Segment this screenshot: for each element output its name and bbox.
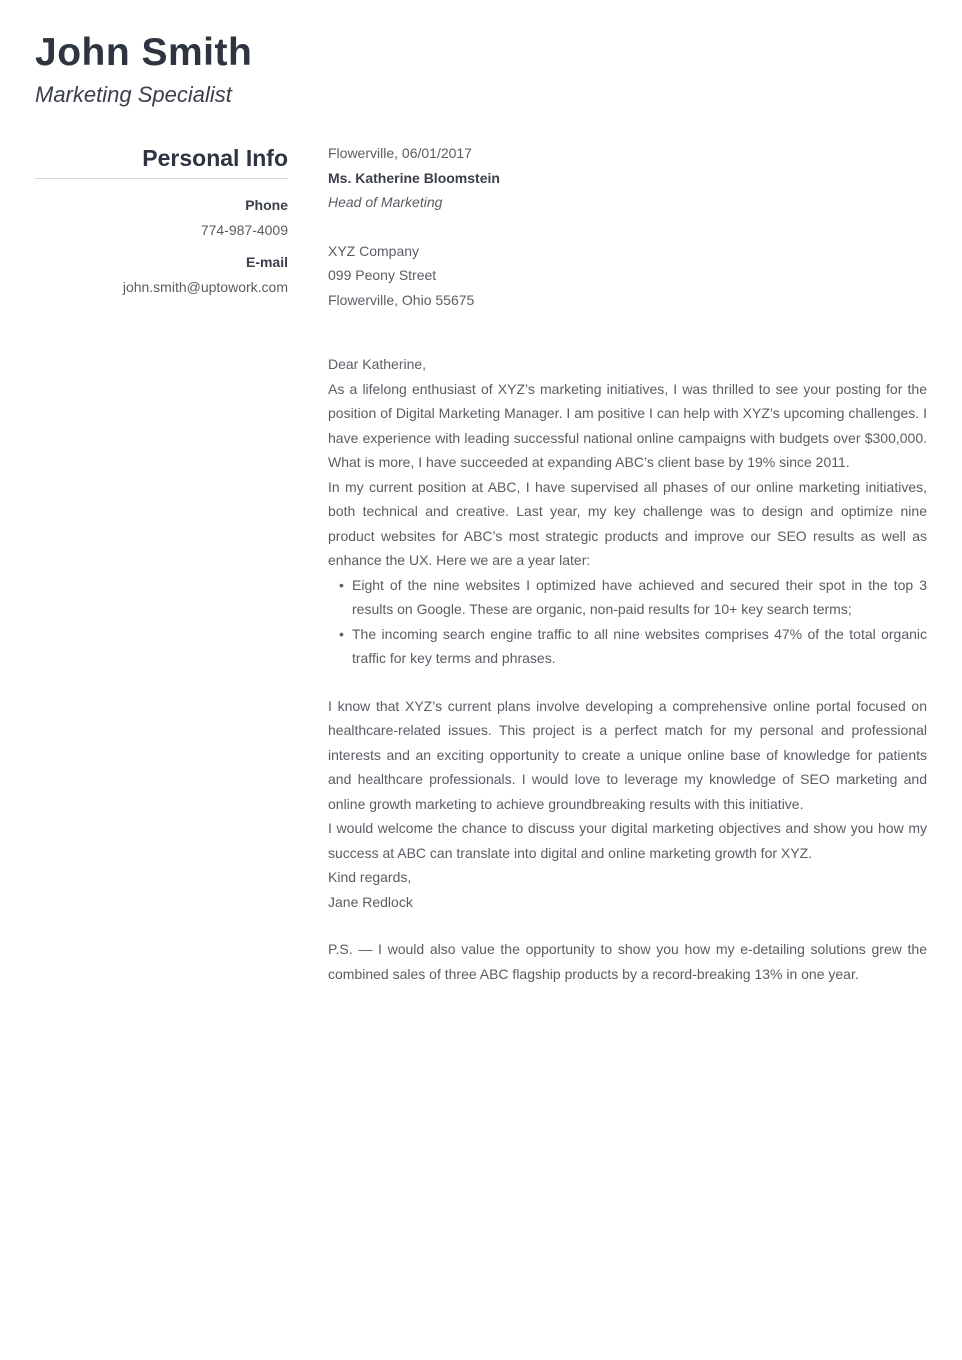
phone-value: 774-987-4009 — [200, 221, 288, 238]
phone-label: Phone — [245, 197, 288, 213]
recipient-name: Ms. Katherine Bloomstein — [328, 169, 500, 186]
personal-info-sidebar — [35, 141, 288, 986]
company-name: XYZ Company — [328, 242, 420, 259]
address-line-2: Flowerville, Ohio 55675 — [328, 291, 475, 308]
applicant-job-title: Marketing Specialist — [35, 82, 232, 107]
personal-info-heading: Personal Info — [35, 144, 288, 179]
content-columns — [35, 141, 927, 986]
email-field — [35, 250, 288, 299]
achievement-item-1: • Eight of the nine websites I optimized have achieved and secured their spot in the top 3 results on Google. These are organic, non-paid results for 10+ key search terms; — [352, 573, 927, 622]
postscript: P.S. — I would also value the opportunity to show you how my e-detailing solutions grew the combined sales of three ABC flagship products by a record-breaking 13% in one year. — [328, 941, 927, 982]
email-label: E-mail — [245, 254, 288, 270]
letter-body — [328, 141, 927, 986]
paragraph-intro: As a lifelong enthusiast of XYZ’s marketing initiatives, I was thrilled to see your posting for the position of Digital Marketing Manager. I am positive I can help with XYZ’s upcoming challenges. I have experience with leading successful national online campaigns with budgets over $300,000. What is more, I have succeeded at expanding ABC’s client base by 19% since 2011. — [328, 380, 927, 470]
header — [35, 30, 927, 109]
date-line: Flowerville, 06/01/2017 — [328, 145, 472, 161]
address-line-1: 099 Peony Street — [328, 267, 437, 283]
achievements-list — [328, 573, 927, 671]
salutation: Dear Katherine, — [328, 356, 427, 372]
closing-block — [328, 865, 927, 914]
closing-phrase: Kind regards, — [328, 869, 412, 885]
paragraph-call-to-action: I would welcome the chance to discuss your digital marketing objectives and show you how my success at ABC can translate into digital and online marketing growth for XYZ. — [328, 820, 927, 861]
applicant-name: John Smith — [35, 31, 253, 74]
signature-name: Jane Redlock — [328, 893, 413, 910]
recipient-title: Head of Marketing — [328, 194, 443, 210]
paragraph-current-role: In my current position at ABC, I have supervised all phases of our online marketing initiatives, both technical and creative. Last year, my key challenge was to design and optimize nine product websites for ABC’s most strategic products and improve our SEO results as well as enhance the UX. Here we are a year later: — [328, 478, 927, 568]
phone-field — [35, 193, 288, 242]
email-value: john.smith@uptowork.com — [122, 278, 288, 295]
achievement-item-2: • The incoming search engine traffic to all nine websites comprises 47% of the total organic traffic for key terms and phrases. — [352, 622, 927, 671]
address-block — [328, 239, 927, 313]
recipient-block — [328, 166, 927, 215]
paragraph-company-plans: I know that XYZ’s current plans involve developing a comprehensive online portal focused on healthcare-related issues. This project is a perfect match for my personal and professional interests and an exciting opportunity to create a unique online base of knowledge for patients and healthcare professionals. I would love to leverage my knowledge of SEO marketing and online growth marketing to achieve groundbreaking results with this initiative. — [328, 697, 927, 812]
